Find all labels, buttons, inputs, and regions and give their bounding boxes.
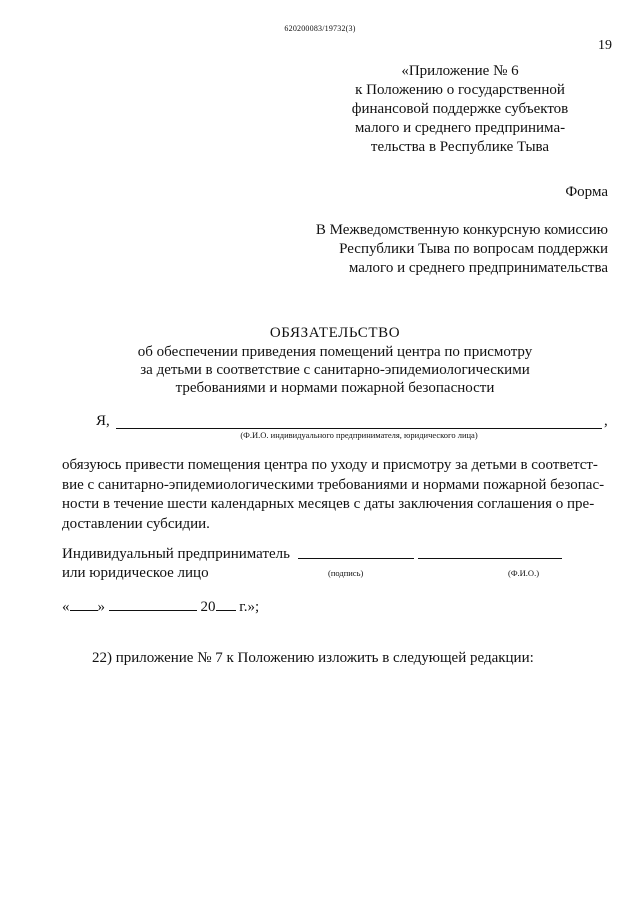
date-open-quote: « — [62, 599, 70, 615]
fio-caption: (Ф.И.О.) — [508, 568, 540, 578]
form-label: Форма — [565, 184, 608, 200]
date-row — [62, 598, 259, 616]
signature-caption: (подпись) — [328, 568, 364, 578]
title-block — [100, 323, 570, 397]
document-title: ОБЯЗАТЕЛЬСТВО — [269, 325, 401, 341]
addressee-block — [288, 221, 608, 278]
declarant-prefix: Я, — [96, 413, 110, 429]
appendix-line: малого и среднего предпринима- — [354, 120, 566, 136]
declarant-caption: (Ф.И.О. индивидуального предпринимателя, юридического лица) — [240, 430, 478, 440]
signer-line: или юридическое лицо — [62, 565, 209, 581]
signature-blank[interactable] — [298, 558, 414, 559]
day-blank[interactable] — [70, 598, 98, 611]
subtitle-line: за детьми в соответствие с санитарно-эпидемиологическими — [140, 362, 530, 378]
document-id: 620200083/19732(3) — [284, 24, 356, 33]
declarant-comma: , — [604, 413, 608, 429]
year-blank[interactable] — [216, 598, 236, 611]
addressee-line: малого и среднего предпринимательства — [348, 260, 608, 276]
amendment-paragraph: 22) приложение № 7 к Положению изложить в следующей редакции: — [92, 650, 534, 666]
declarant-name-blank[interactable] — [116, 428, 602, 429]
appendix-heading — [310, 62, 610, 157]
document-subtitle — [100, 343, 570, 397]
appendix-line: финансовой поддержке субъектов — [351, 101, 569, 117]
fio-blank[interactable] — [418, 558, 562, 559]
subtitle-line: об обеспечении приведения помещений центра по присмотру — [137, 344, 533, 360]
year-prefix: 20 — [200, 599, 216, 615]
addressee-line: В Межведомственную конкурсную комиссию — [315, 222, 608, 238]
body-line: обязуюсь привести помещения центра по уходу и присмотру за детьми в соответст- — [62, 457, 598, 473]
appendix-line: тельства в Республике Тыва — [370, 139, 550, 155]
addressee-line: Республики Тыва по вопросам поддержки — [339, 241, 608, 257]
appendix-line: к Положению о государственной — [355, 82, 565, 98]
body-line: вие с санитарно-эпидемиологическими требованиями и нормами пожарной безопас- — [62, 476, 605, 493]
page-number: 19 — [598, 38, 612, 53]
year-suffix: г.»; — [239, 599, 260, 615]
month-blank[interactable] — [109, 598, 197, 611]
signer-line: Индивидуальный предприниматель — [62, 546, 290, 562]
obligation-text — [62, 456, 610, 534]
subtitle-line: требованиями и нормами пожарной безопасности — [175, 380, 495, 396]
body-line: ности в течение шести календарных месяцев с даты заключения соглашения о пре- — [62, 496, 595, 512]
date-close-quote: » — [97, 599, 105, 615]
signer-label — [62, 545, 290, 583]
appendix-line: «Приложение № 6 — [401, 63, 519, 79]
body-line: доставлении субсидии. — [62, 515, 210, 532]
